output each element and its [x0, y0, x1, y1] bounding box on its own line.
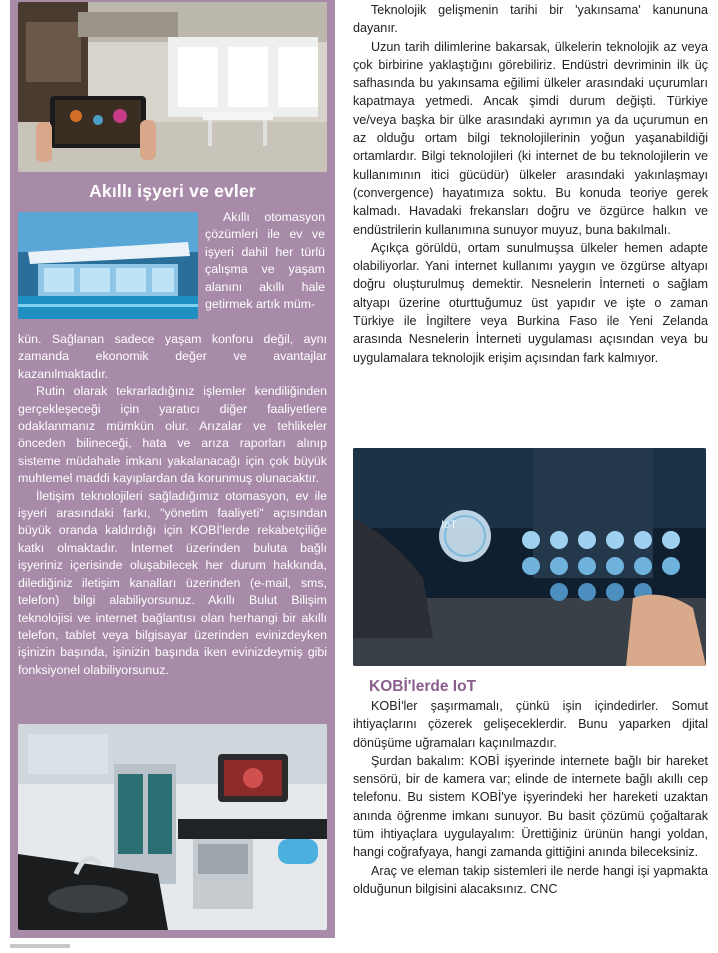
smart-home-tablet-photo — [18, 2, 327, 172]
sidebar-body — [18, 331, 327, 679]
page-corner-mark — [10, 944, 70, 948]
smart-kitchen-photo — [18, 724, 327, 930]
main-paragraph: Uzun tarih dilimlerine bakarsak, ülkelerin teknolojik az veya çok birbirine yaklaştığını görebiliriz. Endüstri devriminin ilk üç safhasında bu yakınsama eğilimi ülkeler arasındaki uçurumları kapatmaya yetmedi. Ancak şimdi durum değişti. Türkiye ve/veya başka bir ülke arasındaki ayrımın ya da uçurumun en az olduğu ortam bilgi teknolojilerinin yoğun yaşanabildiği ortamlardır. Bilgi teknolojileri (ki internet de bu teknolojilerin ve kullanımının itici gücüdür) ülkeler arasındaki yakınlaşmayı (convergence) hayatımıza soktu. Bu konuda teoriye gerek kalmadı. Havadaki frekansları doğru ve özgürce halkın ve endüstrilerin kullanımına sunuyor muyuz, buna bakılmalı. — [353, 39, 708, 237]
kobi-heading: KOBİ'lerde IoT — [369, 678, 477, 695]
sidebar-paragraph: İletişim teknolojileri sağladığımız otomasyon, ev ile işyeri arasındaki farkı, "yönetim faaliyeti" açısından büyük oranda kaldırdığı için KOBİ'lerde rekabetçiliğe katkı olmaktadır. İnternet üzerinden buluta bağlı işyeriniz içerisinde oluşabilecek her durum hakkında, dilediğiniz iletişim kanalları üzerinden (e-mail, sms, telefon) bilgi alabiliyorsunuz. Akıllı Bulut Bilişim teknolojisi ve internet bağlantısı olan herhangi bir akıllı telefon, tablet veya bilgisayar üzerinden evinizdeyken işinizin başında, işinizin başında iken evinizdeymiş gibi fonksiyonel olabiliyorsunuz. — [18, 488, 327, 677]
iot-business-photo — [353, 448, 706, 666]
main-paragraph: Araç ve eleman takip sistemleri ile nerde hangi işi yapmakta olduğunun bilgisini alacaksınız. CNC — [353, 863, 708, 896]
sidebar-title: Akıllı işyeri ve evler — [89, 181, 256, 201]
sidebar-intro-float — [205, 209, 325, 313]
iot-label: IoT — [441, 519, 457, 531]
main-paragraph: KOBİ'ler şaşırmamalı, çünkü işin içindedirler. Somut ihtiyaçlarını çözerek gelişeceklerdir. Bunu yaparken djital dönüşüme uğramaları kaçınılmazdır. — [353, 699, 708, 750]
main-paragraph: Şurdan bakalım: KOBİ işyerinde internete bağlı bir hareket sensörü, bir de kamera var; elinde de internete bağlı akıllı cep telefonu. Bu sistem KOBİ'ye işyerindeki her hareketi uzaktan anında öğrenme imkanı sunuyor. Bu basit çözümü çoğaltarak tüm ihtiyaçlara uygulayalım: Ürettiğiniz ürünün hangi yoldan, hangi coğrafyaya, hangi zamanda gittiğini anında bileceksiniz. — [353, 753, 708, 860]
main-text-top — [353, 1, 708, 367]
main-paragraph: Açıkça görüldü, ortam sunulmuşsa ülkeler hemen adapte olabiliyorlar. Yani internet kullanımı yaygın ve özgürse altyapı doğru oluşturulmuş demektir. Nesnelerin İnterneti o sağlam altyapı üzerine oturttuğumuz üst yapıdır ve işte o zaman Türkiye ile İngiltere veya Burkina Faso ile Yeni Zelanda arasında Nesnelerin İnterneti uygulaması açısından veya bu uygulamalara teknolojik erişim açısından fark kalmıyor. — [353, 240, 708, 365]
sidebar-paragraph: Rutin olarak tekrarladığınız işlemler kendiliğinden gerçekleşeceği için yaratıcı diğer faaliyetlere odaklanmanız mümkün olur. Arızalar ve tehlikeler önceden bilineceği, hata ve arıza raporları alınıp sisteme müdahale imkanı yakalanacağı için çok büyük muhtemel maddi kayıplardan da korunmuş olunacaktır. — [18, 384, 327, 486]
sidebar-intro-rest: kün. Sağlanan sadece yaşam konforu değil, aynı zamanda ekonomik değer ve avantajlar kazanılmaktadır. — [18, 332, 327, 381]
main-text-bottom — [353, 697, 708, 898]
modern-house-photo — [18, 212, 198, 319]
main-paragraph: Teknolojik gelişmenin tarihi bir 'yakınsama' kanununa dayanır. — [353, 3, 708, 36]
sidebar-intro-text: Akıllı otomasyon çözümleri ile ev ve işyeri dahil her türlü çalışma ve yaşam alanını akıllı hale getirmek artık müm- — [205, 210, 325, 312]
